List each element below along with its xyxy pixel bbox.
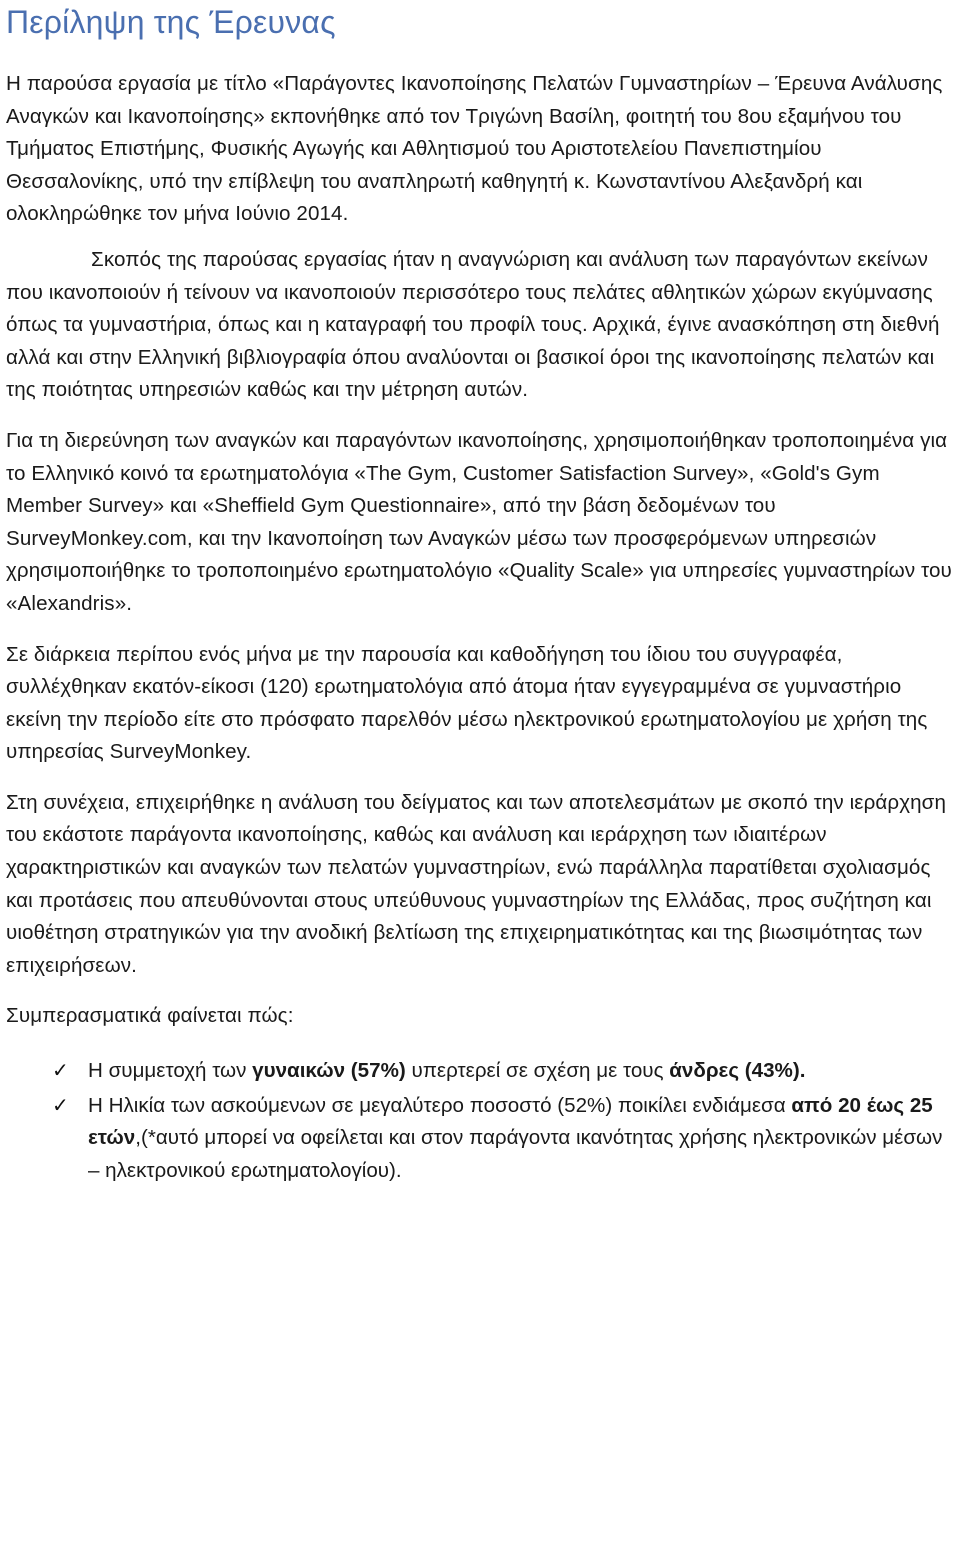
list-item-text: . xyxy=(799,1059,806,1083)
paragraph-questionnaires: Για τη διερεύνηση των αναγκών και παραγόντων ικανοποίησης, χρησιμοποιήθηκαν τροποποιημένα για το Ελληνικό κοινό τα ερωτηματολόγια «The Gym, Customer Satisfaction Survey», «Gold's Gym Member Survey» και «Sheffield Gym Questionnaire», από την βάση δεδομένων του SurveyMonkey.com, και την Ικανοποίηση των Αναγκών μέσω των προσφερόμενων υπηρεσιών χρησιμοποιήθηκε το τροποποιημένο ερωτηματολόγιο «Quality Scale» για υπηρεσίες γυμναστηρίων του «Alexandris». xyxy=(6,428,952,615)
list-item-bold: γυναικών (57%) xyxy=(252,1059,406,1083)
list-item-text: ,(*αυτό μπορεί να οφείλεται και στον παράγοντα ικανότητας χρήσης ηλεκτρονικών μέσων – ηλεκτρονικού ερωτηματολογίου). xyxy=(88,1126,943,1182)
paragraph-conclusions-intro: Συμπερασματικά φαίνεται πώς: xyxy=(6,1004,294,1028)
check-icon: ✓ xyxy=(52,1060,69,1083)
list-item xyxy=(6,1090,956,1188)
conclusions-list xyxy=(6,1055,956,1187)
list-item xyxy=(6,1055,956,1088)
document-page xyxy=(6,0,956,1187)
page-title: Περίληψη της Έρευνας xyxy=(6,4,336,40)
list-item-bold: άνδρες (43%) xyxy=(669,1059,800,1083)
list-item-text: υπερτερεί σε σχέση με τους xyxy=(405,1059,670,1083)
check-icon: ✓ xyxy=(52,1094,69,1117)
list-item-bold: από 20 έως 25 ετών xyxy=(88,1093,933,1150)
list-item-text: Η συμμετοχή των xyxy=(88,1059,253,1083)
paragraph-analysis: Στη συνέχεια, επιχειρήθηκε η ανάλυση του δείγματος και των αποτελεσμάτων με σκοπό την ιεράρχηση του εκάστοτε παράγοντα ικανοποίησης, καθώς και ανάλυση και ιεράρχηση των ιδιαιτέρων χαρακτηριστικών και αναγκών των πελατών γυμναστηρίων, ενώ παράλληλα παρατίθεται σχολιασμός και προτάσεις που απευθύνονται στους υπεύθυνους γυμναστηρίων της Ελλάδας, προς συζήτηση και υιοθέτηση στρατηγικών για την ανοδική βελτίωση της επιχειρηματικότητας και της βιωσιμότητας των επιχειρήσεων. xyxy=(6,790,947,977)
paragraph-intro: Η παρούσα εργασία με τίτλο «Παράγοντες Ικανοποίησης Πελατών Γυμναστηρίων – Έρευνα Ανάλυσης Αναγκών και Ικανοποίησης» εκπονήθηκε από τον Τριγώνη Βασίλη, φοιτητή του 8ου εξαμήνου του Τμήματος Επιστήμης, Φυσικής Αγωγής και Αθλητισμού του Αριστοτελείου Πανεπιστημίου Θεσσαλονίκης, υπό την επίβλεψη του αναπληρωτή καθηγητή κ. Κωνσταντίνου Αλεξανδρή και ολοκληρώθηκε τον μήνα Ιούνιο 2014. xyxy=(6,72,943,226)
paragraph-purpose: Σκοπός της παρούσας εργασίας ήταν η αναγνώριση και ανάλυση των παραγόντων εκείνων που ικανοποιούν ή τείνουν να ικανοποιούν περισσότερο τους πελάτες αθλητικών χώρων εκγύμνασης όπως τα γυμναστήρια, όπως και η καταγραφή του προφίλ τους. Αρχικά, έγινε ανασκόπηση στη διεθνή αλλά και στην Ελληνική βιβλιογραφία όπου αναλύονται οι βασικοί όροι της ικανοποίησης πελατών και της ποιότητας υπηρεσιών καθώς και την μέτρηση αυτών. xyxy=(6,247,940,402)
paragraph-data-collection: Σε διάρκεια περίπου ενός μήνα με την παρουσία και καθοδήγηση του ίδιου του συγγραφέα, συλλέχθηκαν εκατόν-είκοσι (120) ερωτηματολόγια από άτομα ήταν εγγεγραμμένα σε γυμναστήριο εκείνη την περίοδο είτε στο πρόσφατο παρελθόν μέσω ηλεκτρονικού ερωτηματολογίου με χρήση της υπηρεσίας SurveyMonkey. xyxy=(6,642,928,764)
list-item-text: Η Ηλικία των ασκούμενων σε μεγαλύτερο ποσοστό (52%) ποικίλει ενδιάμεσα xyxy=(88,1093,792,1117)
